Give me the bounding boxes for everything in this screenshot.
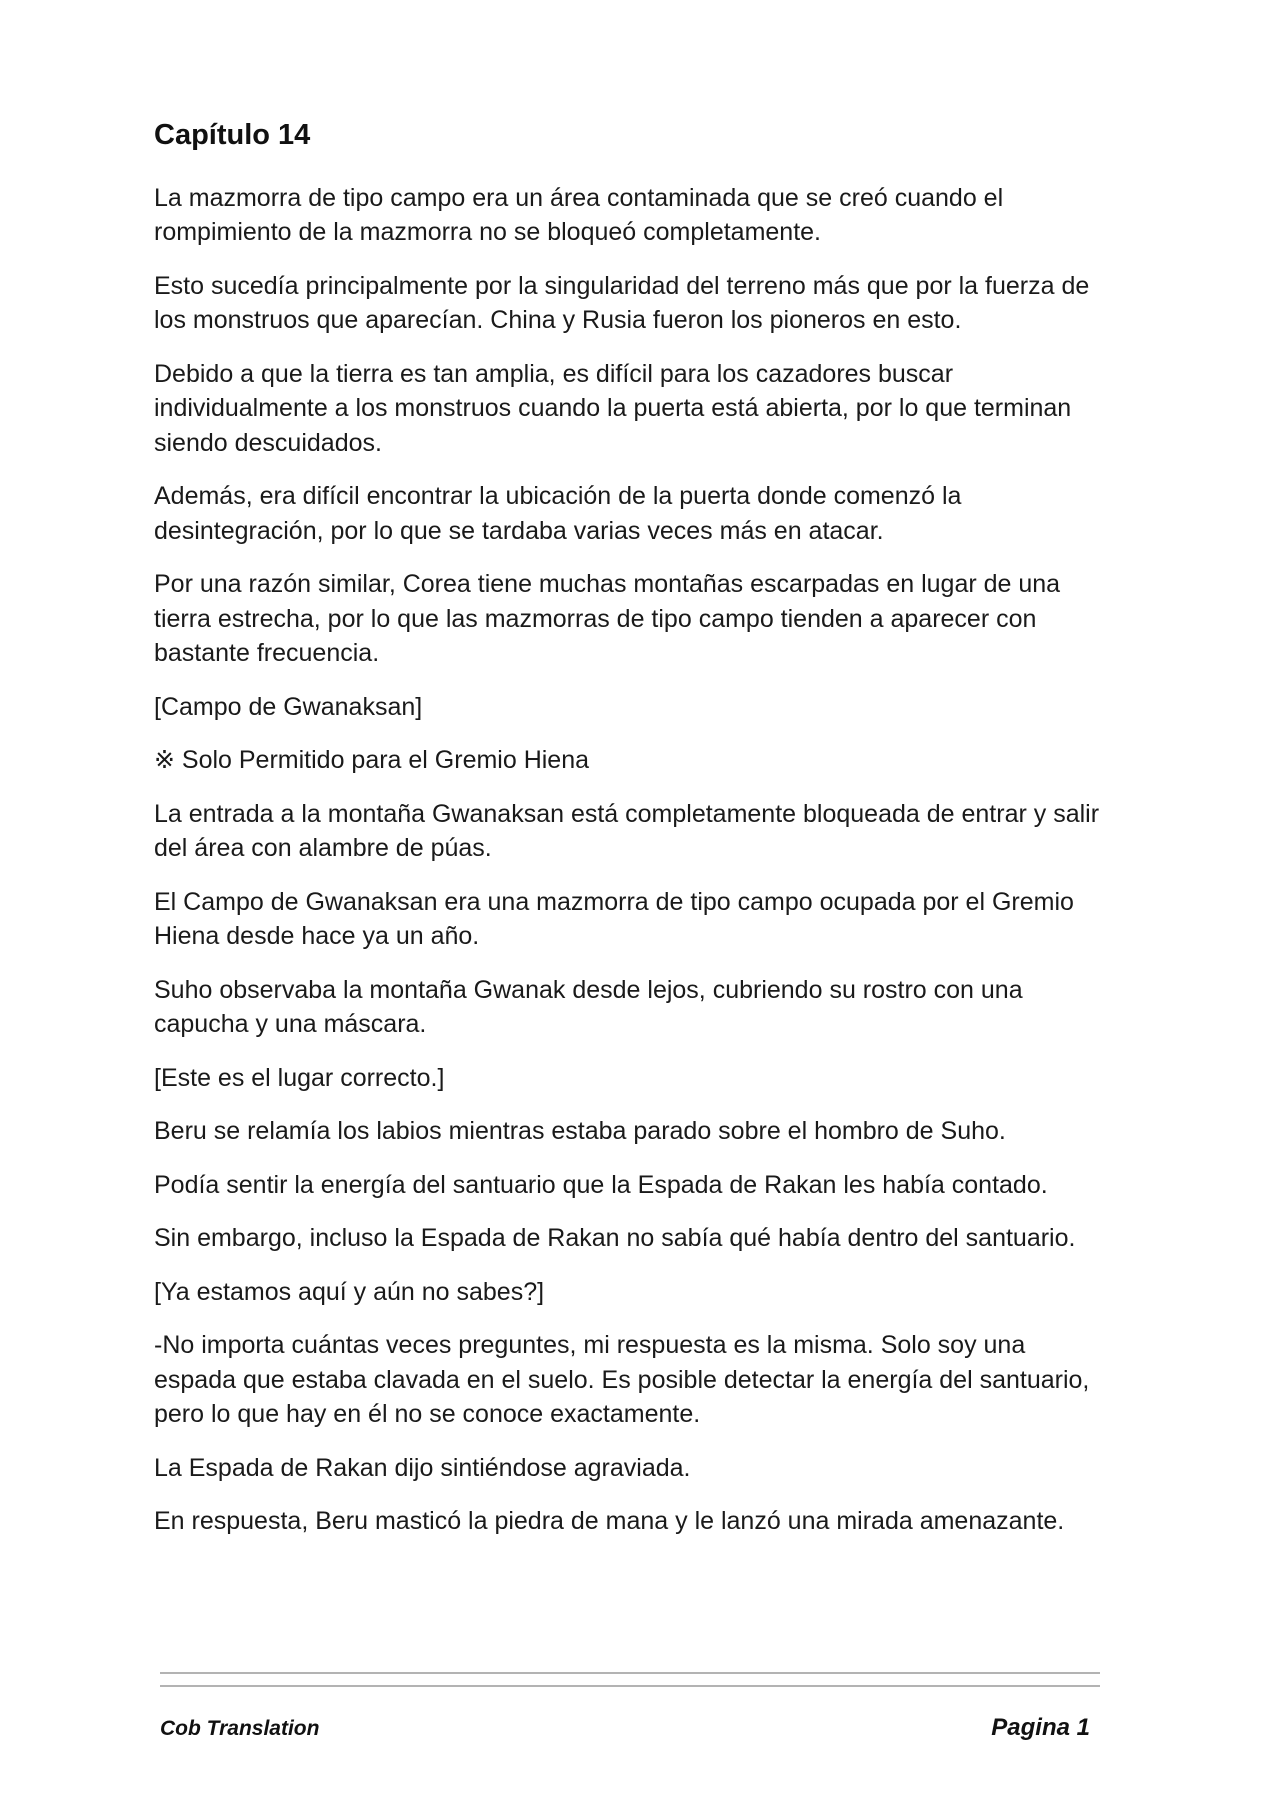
paragraph: Podía sentir la energía del santuario que la Espada de Rakan les había contado.	[154, 1170, 1048, 1199]
paragraph: La entrada a la montaña Gwanaksan está completamente bloqueada de entrar y salir del área con alambre de púas.	[154, 799, 1100, 863]
paragraph: La mazmorra de tipo campo era un área contaminada que se creó cuando el rompimiento de la mazmorra no se bloqueó completamente.	[154, 183, 1004, 247]
paragraph: Sin embargo, incluso la Espada de Rakan no sabía qué había dentro del santuario.	[154, 1224, 1076, 1253]
paragraph: -No importa cuántas veces preguntes, mi respuesta es la misma. Solo soy una espada que estaba clavada en el suelo. Es posible detectar la energía del santuario, pero lo que hay en él no se conoce exactamente.	[154, 1331, 1090, 1429]
paragraph: [Campo de Gwanaksan]	[154, 692, 423, 721]
page-content	[154, 118, 1114, 1558]
paragraph: Debido a que la tierra es tan amplia, es difícil para los cazadores buscar individualmente a los monstruos cuando la puerta está abierta, por lo que terminan siendo descuidados.	[154, 359, 1072, 457]
paragraph: ※ Solo Permitido para el Gremio Hiena	[154, 746, 590, 775]
paragraph: Esto sucedía principalmente por la singularidad del terreno más que por la fuerza de los monstruos que aparecían. China y Rusia fueron los pioneros en esto.	[154, 271, 1090, 335]
footer-divider	[160, 1685, 1100, 1687]
paragraph: El Campo de Gwanaksan era una mazmorra de tipo campo ocupada por el Gremio Hiena desde hace ya un año.	[154, 887, 1074, 951]
paragraph: Suho observaba la montaña Gwanak desde lejos, cubriendo su rostro con una capucha y una máscara.	[154, 975, 1023, 1039]
paragraph: [Este es el lugar correcto.]	[154, 1063, 445, 1092]
paragraph: La Espada de Rakan dijo sintiéndose agraviada.	[154, 1453, 691, 1482]
footer-translator-credit: Cob Translation	[160, 1717, 320, 1740]
paragraph: [Ya estamos aquí y aún no sabes?]	[154, 1277, 545, 1306]
footer-page-number: Pagina 1	[991, 1714, 1090, 1741]
paragraph: Por una razón similar, Corea tiene muchas montañas escarpadas en lugar de una tierra estrecha, por lo que las mazmorras de tipo campo tienden a aparecer con bastante frecuencia.	[154, 570, 1061, 668]
paragraph: Además, era difícil encontrar la ubicación de la puerta donde comenzó la desintegración, por lo que se tardaba varias veces más en atacar.	[154, 482, 962, 545]
footer-divider	[160, 1672, 1100, 1674]
chapter-title: Capítulo 14	[154, 119, 311, 151]
paragraph: Beru se relamía los labios mientras estaba parado sobre el hombro de Suho.	[154, 1117, 1006, 1146]
paragraph: En respuesta, Beru masticó la piedra de mana y le lanzó una mirada amenazante.	[154, 1507, 1065, 1536]
